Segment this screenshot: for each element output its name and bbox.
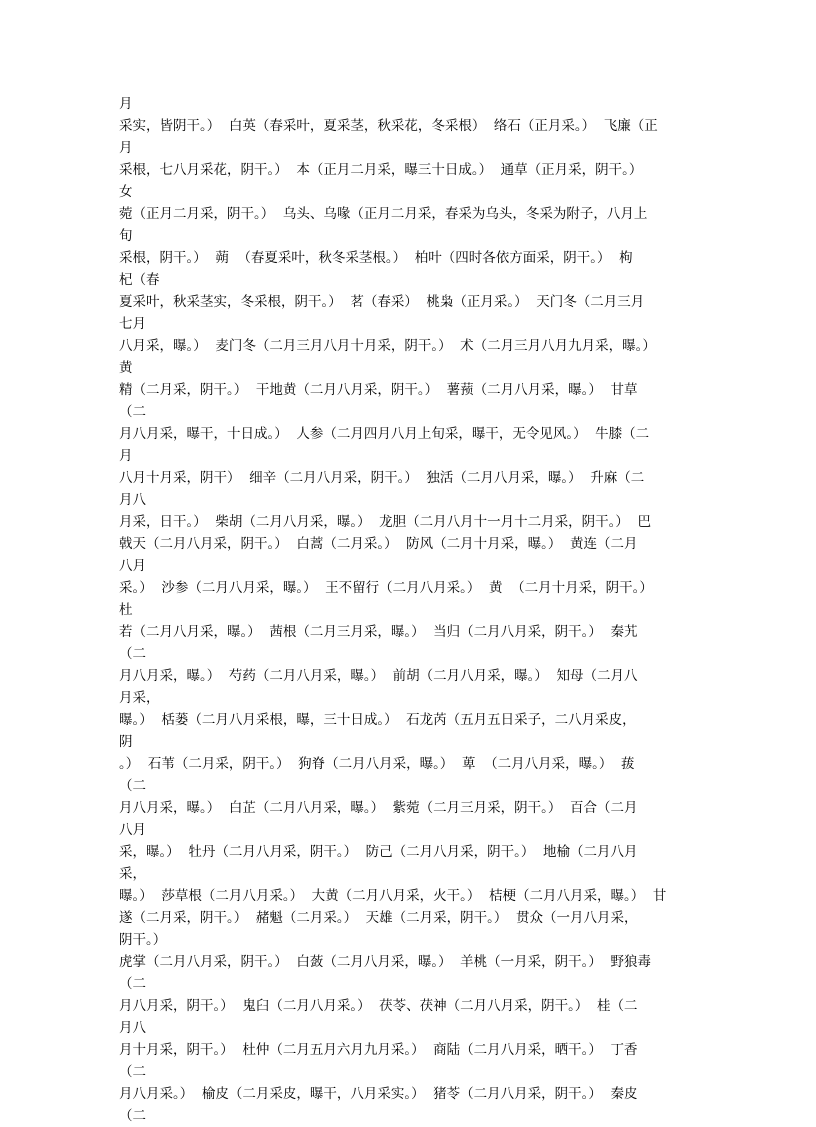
text-line: 八月采，曝。） 麦门冬（二月三月八月十月采，阴干。） 术（二月三月八月九月采，曝。） [119,338,656,354]
text-line: 月八月采，阴干。） 鬼臼（二月八月采。） 茯苓、茯神（二月八月采，阴干。） 桂（二 [119,998,638,1014]
text-line: 八月 [119,822,146,838]
text-line: 月八 [119,1020,146,1036]
text-line: 旬 [119,228,133,244]
text-line: 。） 石苇（二月采，阴干。） 狗脊（二月八月采，曝。） 萆 （二月八月采，曝。） 菝 [119,756,635,772]
text-line: 七月 [119,316,146,332]
text-line: 阴 [119,734,133,750]
text-line: 采实，皆阴干。） 白英（春采叶，夏采茎，秋采花，冬采根） 络石（正月采。） 飞廉（正 [119,118,658,134]
text-line: 杜 [119,602,133,618]
text-line: 月八月采，曝。） 白芷（二月八月采，曝。） 紫菀（二月三月采，阴干。） 百合（二月 [119,800,638,816]
text-line: 女 [119,184,133,200]
text-line: 曝。） 莎草根（二月八月采。） 大黄（二月八月采，火干。） 桔梗（二月八月采，曝。） 甘 [119,888,667,904]
text-line: 黄 [119,360,133,376]
text-line: 若（二月八月采，曝。） 茜根（二月三月采，曝。） 当归（二月八月采，阴干。） 秦艽 [119,624,638,640]
text-line: 月 [119,96,133,112]
text-line: 阴干。） [119,932,167,948]
text-line: （二 [119,404,146,420]
text-line: 采， [119,866,146,882]
text-line: 月八月采，曝干，十日成。） 人参（二月四月八月上旬采，曝干，无令见风。） 牛膝（二 [119,426,650,442]
text-line: 月八 [119,492,146,508]
text-line: 月 [119,448,133,464]
text-line: 夏采叶，秋采茎实，冬采根，阴干。） 茗（春采） 桃枭（正月采。） 天门冬（二月三月 [119,294,645,310]
text-line: 虎掌（二月八月采，阴干。） 白蔹（二月八月采，曝。） 羊桃（一月采，阴干。） 野狼毒 [119,954,651,970]
text-line: 戟天（二月八月采，阴干。） 白蒿（二月采。） 防风（二月十月采，曝。） 黄连（二月 [119,536,638,552]
text-line: 月 [119,140,133,156]
text-line: 月采， [119,690,160,706]
text-line: 精（二月采，阴干。） 干地黄（二月八月采，阴干。） 薯蓣（二月八月采，曝。） 甘草 [119,382,638,398]
text-line: 采根，七八月采花，阴干。） 本（正月二月采，曝三十日成。） 通草（正月采，阴干。） [119,162,643,178]
text-line: （二 [119,976,146,992]
text-line: 月采，日干。） 柴胡（二月八月采，曝。） 龙胆（二月八月十一月十二月采，阴干。） 巴 [119,514,651,530]
document-page [119,93,699,1127]
text-line: 八月十月采，阴干） 细辛（二月八月采，阴干。） 独活（二月八月采，曝。） 升麻（二 [119,470,645,486]
text-line: 八月 [119,558,146,574]
text-line: 月十月采，阴干。） 杜仲（二月五月六月九月采。） 商陆（二月八月采，晒干。） 丁香 [119,1042,638,1058]
text-line: 杞（春 [119,272,160,288]
text-line: 曝。） 栝蒌（二月八月采根，曝，三十日成。） 石龙芮（五月五日采子，二八月采皮， [119,712,636,728]
text-line: 采根，阴干。） 蒴 （春夏采叶，秋冬采茎根。） 柏叶（四时各依方面采，阴干。） 枸 [119,250,633,266]
text-line: 遂（二月采，阴干。） 赭魁（二月采。） 天雄（二月采，阴干。） 贯众（一月八月采， [119,910,638,926]
text-line: 月八月采，曝。） 芍药（二月八月采，曝。） 前胡（二月八月采，曝。） 知母（二月八 [119,668,638,684]
text-line: （二 [119,778,146,794]
text-line: 采。） 沙参（二月八月采，曝。） 王不留行（二月八月采。） 黄 （二月十月采，阴干。） [119,580,653,596]
text-line: 月八月采。） 榆皮（二月采皮，曝干，八月采实。） 猪苓（二月八月采，阴干。） 秦皮 [119,1086,638,1102]
text-line: （二 [119,646,146,662]
text-line: （二 [119,1064,146,1080]
text-line: 菀（正月二月采，阴干。） 乌头、乌喙（正月二月采，春采为乌头，冬采为附子，八月上 [119,206,648,222]
text-line: （二 [119,1108,146,1124]
text-line: 采，曝。） 牡丹（二月八月采，阴干。） 防己（二月八月采，阴干。） 地榆（二月八月 [119,844,638,860]
